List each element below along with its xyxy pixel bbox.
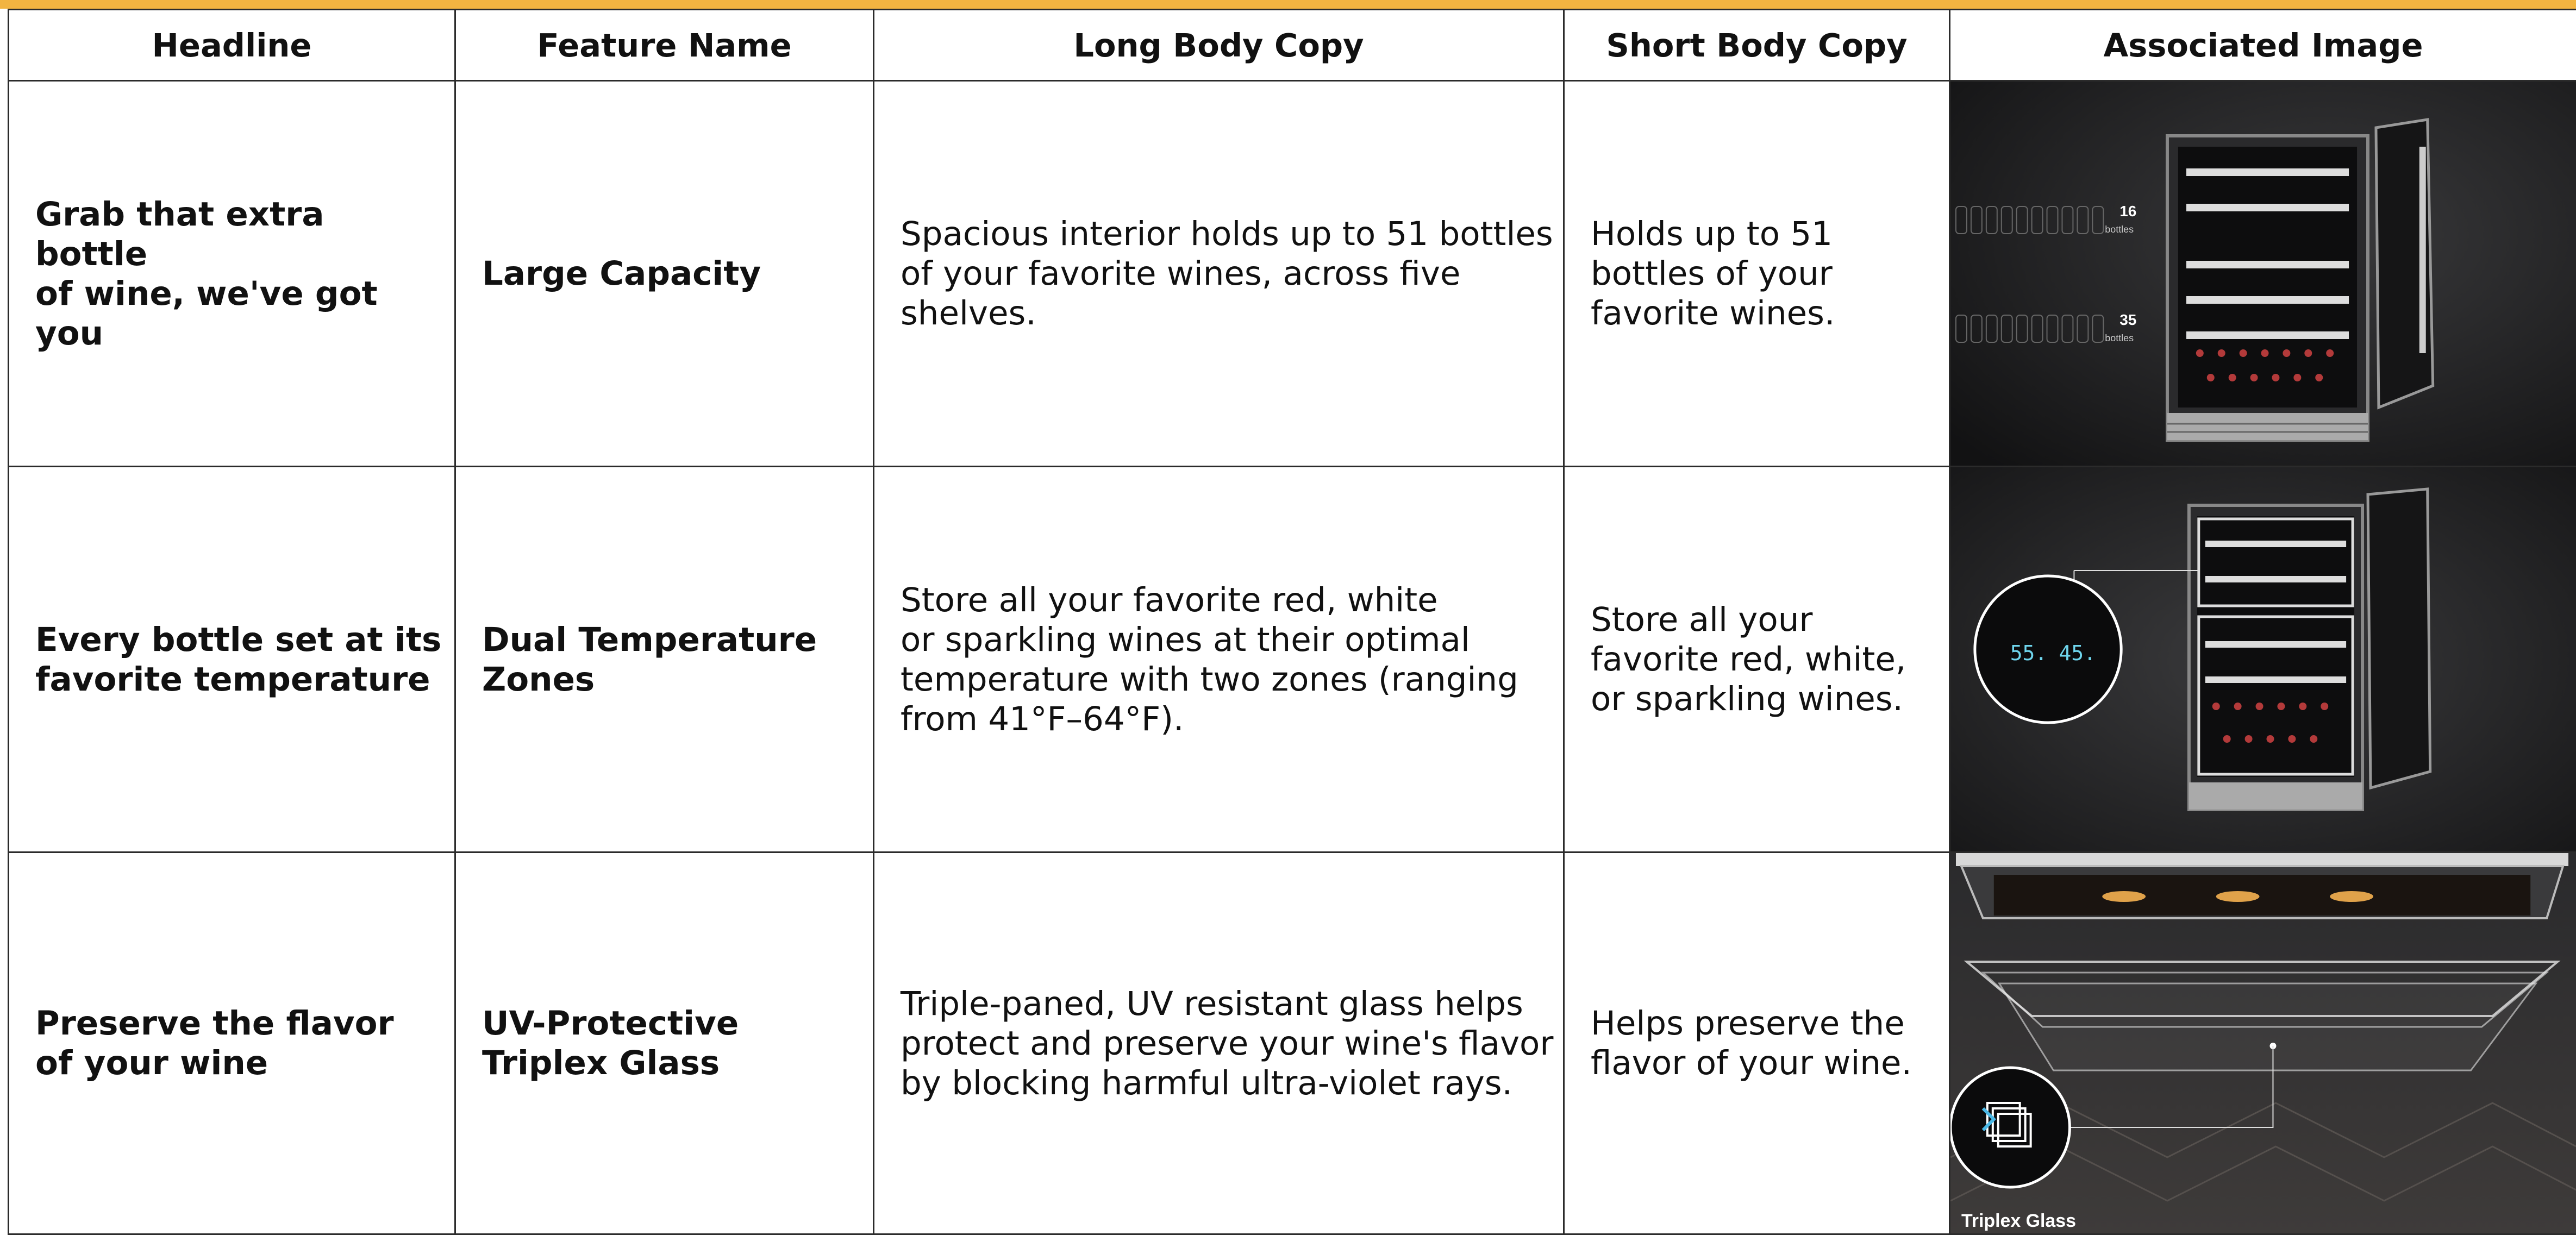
feature-name-text: UV-Protective Triplex Glass <box>456 1004 873 1083</box>
table-row <box>9 81 2576 467</box>
short-body-copy-cell <box>1564 852 1950 1234</box>
triplex-glass-magnifier <box>1950 1068 2069 1187</box>
wine-fridge-illustration <box>2189 489 2430 810</box>
callout-35-unit: bottles <box>2105 333 2134 343</box>
column-header-headline: Headline <box>9 10 455 81</box>
column-header-associated-image: Associated Image <box>1950 10 2576 81</box>
associated-image-cell <box>1950 467 2576 852</box>
wine-fridge-illustration <box>2167 120 2433 440</box>
long-body-copy-text: Triple-paned, UV resistant glass helps protect and preserve your wine's flavor by blocking harmful ultra-violet rays. <box>874 984 1563 1103</box>
feature-table <box>8 9 2576 1235</box>
callout-35-number: 35 <box>2119 311 2136 328</box>
associated-image-cell <box>1950 81 2576 467</box>
feature-name-cell <box>455 467 874 852</box>
headline-text: Grab that extra bottle of wine, we've got you <box>9 195 454 353</box>
short-body-copy-cell <box>1564 81 1950 467</box>
triplex-glass-image <box>1950 853 2576 1233</box>
glass-door-illustration <box>1956 853 2568 1070</box>
long-body-copy-text: Store all your favorite red, white or sparkling wines at their optimal temperature with two zones (ranging from 41°F–64°F). <box>874 580 1563 739</box>
headline-cell <box>9 467 455 852</box>
temp-right-readout: 45. <box>2059 641 2096 665</box>
wine-fridge-dual-zone-image <box>1950 467 2576 851</box>
column-header-short-body-copy: Short Body Copy <box>1564 10 1950 81</box>
headline-cell <box>9 81 455 467</box>
wine-fridge-capacity-image <box>1950 82 2576 466</box>
column-header-long-body-copy: Long Body Copy <box>874 10 1564 81</box>
feature-name-text: Dual Temperature Zones <box>456 620 873 699</box>
long-body-copy-text: Spacious interior holds up to 51 bottles of your favorite wines, across five shelves. <box>874 214 1563 333</box>
temperature-display-magnifier <box>1975 576 2121 723</box>
top-accent-bar <box>0 0 2576 9</box>
callout-16-number: 16 <box>2119 203 2136 220</box>
headline-text: Preserve the flavor of your wine <box>9 1004 454 1083</box>
headline-text: Every bottle set at its favorite temperature <box>9 620 454 699</box>
associated-image-cell <box>1950 852 2576 1234</box>
short-body-copy-text: Helps preserve the flavor of your wine. <box>1565 1004 1949 1083</box>
feature-name-text: Large Capacity <box>456 254 873 293</box>
headline-cell <box>9 852 455 1234</box>
temp-left-readout: 55. <box>2010 641 2047 665</box>
short-body-copy-cell <box>1564 467 1950 852</box>
long-body-copy-cell <box>874 852 1564 1234</box>
table-header-row <box>9 10 2576 81</box>
short-body-copy-text: Store all your favorite red, white, or sparkling wines. <box>1565 600 1949 719</box>
feature-name-cell <box>455 81 874 467</box>
triplex-glass-label: Triplex Glass <box>1961 1211 2076 1231</box>
callout-16-unit: bottles <box>2105 224 2134 235</box>
short-body-copy-text: Holds up to 51 bottles of your favorite wines. <box>1565 214 1949 333</box>
long-body-copy-cell <box>874 81 1564 467</box>
table-row <box>9 852 2576 1234</box>
long-body-copy-cell <box>874 467 1564 852</box>
feature-name-cell <box>455 852 874 1234</box>
column-header-feature-name: Feature Name <box>455 10 874 81</box>
table-row <box>9 467 2576 852</box>
